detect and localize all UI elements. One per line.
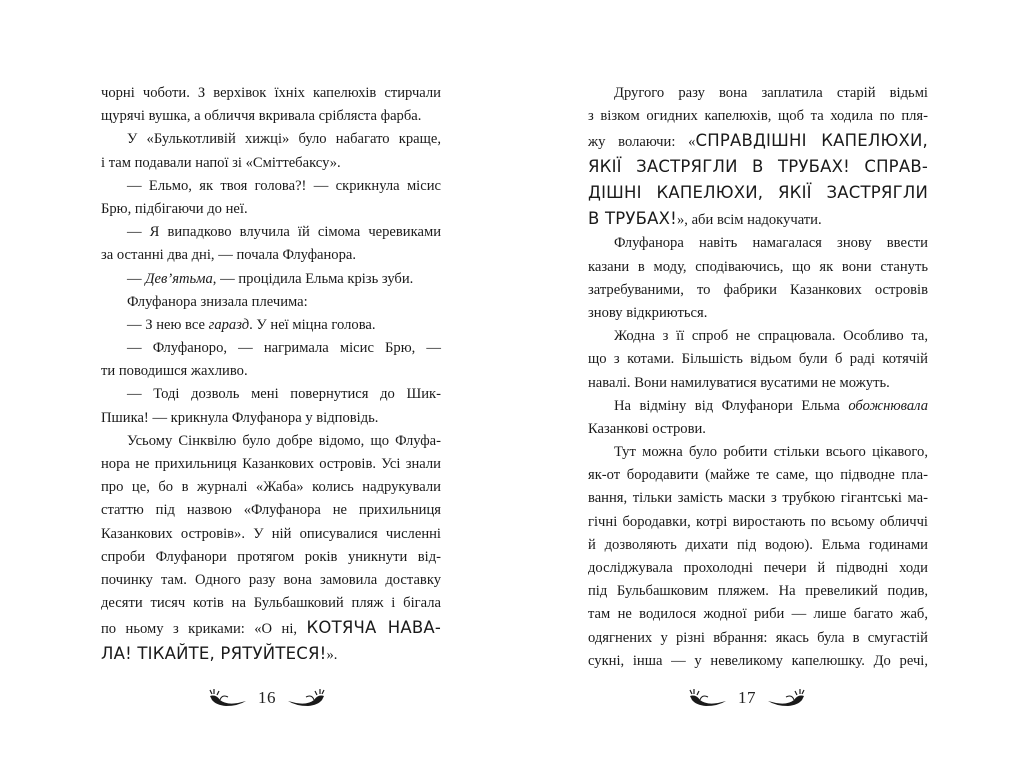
line-text: знову відкриються. <box>588 304 708 321</box>
line-text: про це, бо в журналі «Жаба» колись надрукували <box>101 479 441 496</box>
text-line <box>588 650 928 673</box>
line-text: одягнених у різні вбрання: якась була в смугастій <box>588 629 928 646</box>
text-line <box>101 128 441 151</box>
text-line <box>101 152 441 175</box>
text-line <box>101 198 441 221</box>
line-text: що з котами. Більшість відьом були б раді котячій <box>588 351 928 368</box>
line-text: ти поводишся жахливо. <box>101 363 248 380</box>
line-text: сукні, інша — у невеликому капелюшку. До речі, <box>588 652 928 669</box>
text-line <box>588 441 928 464</box>
text-line <box>101 641 441 667</box>
line-text: щурячі вушка, а обличчя вкривала срібляста фарба. <box>101 108 422 125</box>
line-text: На відміну від Флуфанори Ельма <box>614 397 849 414</box>
line-text: — Ельмо, як твоя голова?! — скрикнула місис <box>127 177 441 194</box>
line-text: . У неї міцна голова. <box>249 316 376 333</box>
emphasis-text: гаразд <box>208 316 250 333</box>
text-line <box>101 244 441 267</box>
text-line <box>588 206 928 232</box>
text-line <box>101 82 441 105</box>
line-text: досліджувала прохолодні печери й підводні ходи <box>588 560 928 576</box>
text-line <box>588 464 928 487</box>
text-line <box>101 430 441 453</box>
text-line <box>588 180 928 206</box>
text-line <box>588 105 928 128</box>
line-text: Брю, підбігаючи до неї. <box>101 200 248 217</box>
line-text: за останні два дні, — почала Флуфанора. <box>101 247 357 264</box>
text-line <box>588 154 928 180</box>
line-text: У «Булькотливій хижці» було набагато краще, <box>127 131 441 148</box>
text-line <box>588 534 928 557</box>
text-line <box>101 499 441 522</box>
line-text: Казанкових островів». У ній описувалися численні <box>101 525 441 542</box>
text-line <box>588 256 928 279</box>
right-page-text <box>588 82 928 673</box>
line-text: Флуфанора знизала плечима: <box>127 293 308 310</box>
text-line <box>588 302 928 325</box>
shout-text: КОТЯЧА НАВА- <box>306 618 441 638</box>
text-line <box>588 580 928 603</box>
line-text: по ньому з криками: «О ні, <box>101 621 307 638</box>
text-line <box>101 221 441 244</box>
text-line <box>101 569 441 592</box>
shout-text: ДІШНІ КАПЕЛЮХИ, ЯКІЇ ЗАСТРЯГЛИ <box>588 183 928 203</box>
text-line <box>588 487 928 510</box>
line-text: вання, тільки замість маски з трубкою гігантські ма- <box>588 490 928 507</box>
line-text: Казанкові острови. <box>588 420 706 437</box>
line-text: жу волаючи: « <box>588 134 696 151</box>
text-line <box>101 337 441 360</box>
line-text: спроби Флуфанори протягом років уникнути від- <box>101 548 441 565</box>
text-line <box>101 615 441 641</box>
text-line <box>101 523 441 546</box>
line-text: і там подавали напої зі «Сміттебаксу». <box>101 154 341 171</box>
text-line <box>588 279 928 302</box>
text-line <box>588 603 928 626</box>
text-line <box>101 175 441 198</box>
shout-text: ЯКІЇ ЗАСТРЯГЛИ В ТРУБАХ! СПРАВ- <box>588 157 928 177</box>
line-text: Пшика! — крикнула Флуфанора у відповідь. <box>101 409 379 426</box>
text-line <box>101 453 441 476</box>
shout-text: ЛА! ТІКАЙТЕ, РЯТУЙТЕСЯ! <box>101 644 327 664</box>
line-text: , — процідила Ельма крізь зуби. <box>212 270 414 287</box>
text-line <box>101 546 441 569</box>
line-text: навалі. Вони намилуватися вусатими не можуть. <box>588 374 890 391</box>
line-text: під Бульбашковим пляжем. На превеликий подив, <box>588 583 928 600</box>
text-line <box>588 627 928 650</box>
line-text: казани в моду, сподіваючись, що як вони стануть <box>588 258 928 275</box>
line-text: гічні бородавки, котрі виростають по всьому обличчі <box>588 513 928 530</box>
text-line <box>588 128 928 154</box>
line-text: Тут можна було робити стільки всього цікавого, <box>614 444 928 461</box>
text-line <box>588 325 928 348</box>
line-text: як-от бородавити (майже те саме, що підводне пла- <box>588 467 928 484</box>
text-line <box>101 592 441 615</box>
witch-shoe-ornament-icon <box>766 688 806 708</box>
text-line <box>588 82 928 105</box>
text-line <box>101 383 441 406</box>
witch-shoe-ornament-icon <box>286 688 326 708</box>
emphasis-text: обожнювала <box>848 397 928 414</box>
line-text: затребуваними, то фабрики Казанкових островів <box>588 281 928 298</box>
text-line <box>101 360 441 383</box>
right-page <box>512 0 1024 768</box>
line-text: ». <box>326 647 338 664</box>
line-text: — Флуфаноро, — нагримала місис Брю, — <box>127 340 441 357</box>
shout-text: СПРАВДІШНІ КАПЕЛЮХИ, <box>695 131 928 151</box>
line-text: », аби всім надокучати. <box>676 212 822 229</box>
left-folio <box>208 688 326 708</box>
left-page-text <box>101 82 441 667</box>
text-line <box>588 557 928 580</box>
text-line <box>588 232 928 255</box>
line-text: Усьому Сінквілю було добре відомо, що Флуфа- <box>127 432 441 449</box>
text-line <box>588 511 928 534</box>
text-line <box>101 407 441 430</box>
page-number: 16 <box>258 688 276 707</box>
text-line <box>101 476 441 499</box>
text-line <box>588 372 928 395</box>
line-text: там не водилося жодної риби — лише багато жаб, <box>588 606 928 623</box>
right-folio <box>688 688 806 708</box>
line-text: — З нею все <box>127 316 209 333</box>
emphasis-text: Дев’ятьма <box>145 270 213 287</box>
text-line <box>101 314 441 337</box>
line-text: статтю під назвою «Флуфанора не прихильниця <box>101 502 441 519</box>
line-text: чорні чоботи. З верхівок їхніх капелюхів стирчали <box>101 85 441 101</box>
line-text: десяти тисяч котів на Бульбашковий пляж і бігала <box>101 595 441 612</box>
page-number: 17 <box>738 688 756 707</box>
line-text: починку там. Одного разу вона замовила доставку <box>101 571 441 588</box>
line-text: Жодна з її спроб не спрацювала. Особливо та, <box>614 328 928 345</box>
line-text: — Тоді дозволь мені повернутися до Шик- <box>127 386 441 403</box>
witch-shoe-ornament-icon <box>208 688 248 708</box>
text-line <box>101 268 441 291</box>
line-text: й дозволяють дихати під водою). Ельма годинами <box>588 536 928 553</box>
witch-shoe-ornament-icon <box>688 688 728 708</box>
line-text: — Я випадково влучила їй сімома черевиками <box>127 224 441 241</box>
text-line <box>101 291 441 314</box>
line-text: — <box>127 270 146 287</box>
line-text: нора не прихильниця Казанкових островів. Усі знали <box>101 456 441 472</box>
text-line <box>588 395 928 418</box>
text-line <box>588 348 928 371</box>
shout-text: В ТРУБАХ! <box>588 209 677 229</box>
text-line <box>101 105 441 128</box>
line-text: Флуфанора навіть намагалася знову ввести <box>614 235 928 252</box>
text-line <box>588 418 928 441</box>
line-text: з візком огидних капелюхів, щоб та ходила по пля- <box>588 108 928 125</box>
line-text: Другого разу вона заплатила старій відьмі <box>614 85 928 101</box>
